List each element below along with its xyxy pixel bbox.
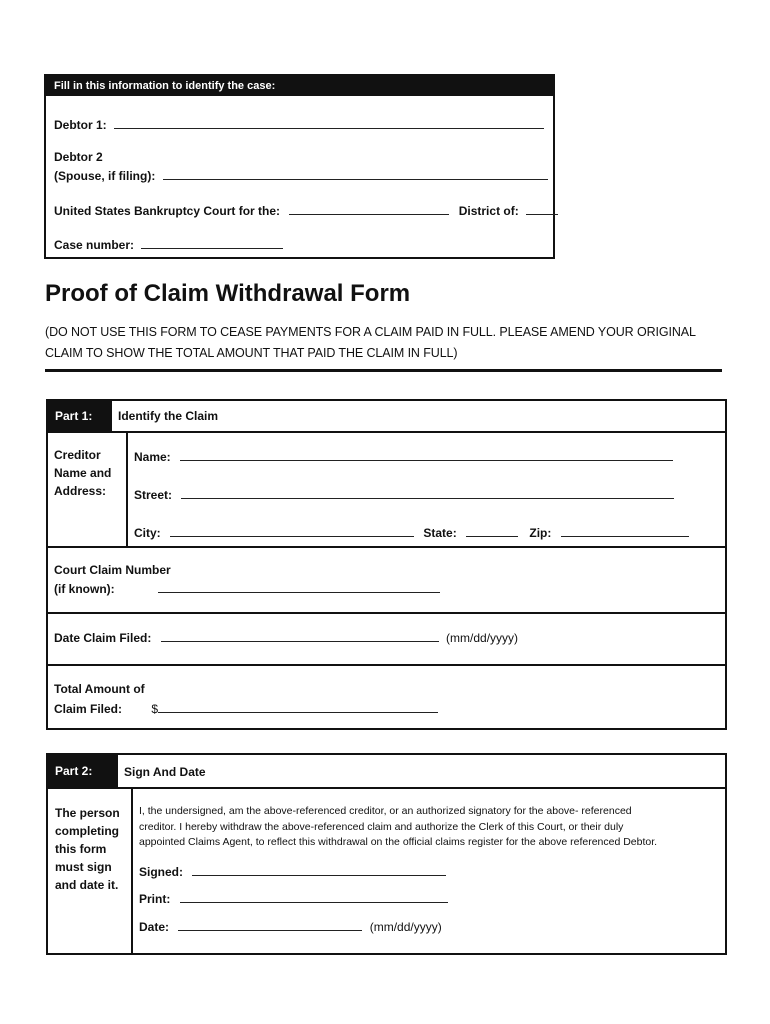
creditor-name-field[interactable]	[180, 449, 673, 461]
title-divider	[45, 369, 722, 372]
creditor-city-row	[134, 525, 689, 540]
court-claim-field[interactable]	[158, 581, 440, 593]
part1-divider	[48, 664, 725, 666]
creditor-street-label: Street:	[134, 488, 173, 502]
part2-column-divider	[131, 788, 133, 953]
signed-label: Signed:	[139, 865, 183, 879]
print-name-field[interactable]	[180, 891, 448, 903]
creditor-street-row	[134, 487, 674, 502]
part1-divider	[48, 546, 725, 548]
court-row	[54, 203, 558, 218]
date-filed-field[interactable]	[161, 630, 439, 642]
date-filed-format: (mm/dd/yyyy)	[446, 631, 519, 645]
signed-row	[139, 864, 446, 879]
page-subtitle: (DO NOT USE THIS FORM TO CEASE PAYMENTS FOR A CLAIM PAID IN FULL. PLEASE AMEND YOUR ORIGINAL CLAIM TO SHOW THE TOTAL AMOUNT THAT PAID THE CLAIM IN FULL)	[45, 325, 696, 360]
date-format: (mm/dd/yyyy)	[369, 920, 442, 934]
creditor-state-label: State:	[423, 526, 457, 540]
date-filed-row	[54, 630, 518, 645]
creditor-label	[54, 446, 111, 500]
part2-tag: Part 2:	[48, 755, 118, 788]
debtor2-row	[54, 168, 548, 183]
part2-heading: Sign And Date	[124, 765, 206, 779]
creditor-city-field[interactable]	[170, 525, 414, 537]
signature-field[interactable]	[192, 864, 446, 876]
date-row	[139, 919, 442, 934]
debtor1-label: Debtor 1:	[54, 118, 107, 132]
court-claim-sub-label: (if known):	[54, 582, 115, 596]
withdrawal-statement	[139, 804, 721, 851]
date-filed-label: Date Claim Filed:	[54, 631, 152, 645]
statement-line: creditor. I hereby withdraw the above-referenced claim and authorize the Clerk of this Court, or their duly	[139, 820, 624, 833]
court-claim-row	[54, 581, 440, 596]
dollar-sign: $	[151, 702, 159, 716]
part2-box	[46, 753, 727, 955]
court-field[interactable]	[289, 203, 449, 215]
court-claim-label: Court Claim Number	[54, 563, 171, 577]
claim-filed-label: Claim Filed:	[54, 702, 123, 716]
print-row	[139, 891, 448, 906]
debtor2-sub-label: (Spouse, if filing):	[54, 169, 156, 183]
case-info-box	[44, 74, 555, 259]
creditor-zip-field[interactable]	[561, 525, 689, 537]
case-number-field[interactable]	[141, 237, 283, 249]
district-label: District of:	[458, 204, 519, 218]
total-amount-label: Total Amount of	[54, 682, 145, 696]
date-field[interactable]	[178, 919, 362, 931]
date-label: Date:	[139, 920, 170, 934]
signer-instruction-line: completing	[55, 824, 120, 838]
total-amount-row	[54, 701, 438, 716]
signer-instruction-line: must sign	[55, 860, 112, 874]
part2-header-divider	[48, 787, 725, 789]
debtor1-field[interactable]	[114, 117, 544, 129]
page-title: Proof of Claim Withdrawal Form	[45, 280, 411, 307]
debtor2-field[interactable]	[163, 168, 548, 180]
creditor-label-line: Name and	[54, 466, 112, 480]
print-label: Print:	[139, 892, 171, 906]
part1-header-divider	[48, 431, 725, 433]
signer-instruction	[55, 804, 120, 894]
case-number-row	[54, 237, 283, 252]
signer-instruction-line: this form	[55, 842, 107, 856]
debtor2-label: Debtor 2	[54, 150, 103, 164]
district-field[interactable]	[526, 203, 558, 215]
signer-instruction-line: and date it.	[55, 878, 119, 892]
part1-tag: Part 1:	[48, 401, 112, 432]
creditor-zip-label: Zip:	[529, 526, 552, 540]
part1-box	[46, 399, 727, 730]
total-amount-field[interactable]	[158, 701, 438, 713]
signer-instruction-line: The person	[55, 806, 120, 820]
creditor-name-row	[134, 449, 673, 464]
creditor-label-line: Address:	[54, 484, 107, 498]
creditor-street-field[interactable]	[181, 487, 674, 499]
court-label: United States Bankruptcy Court for the:	[54, 204, 281, 218]
statement-line: appointed Claims Agent, to reflect this withdrawal on the official claims register for the above referenced Debtor.	[139, 836, 658, 848]
creditor-label-line: Creditor	[54, 448, 101, 462]
creditor-city-label: City:	[134, 526, 161, 540]
case-info-header: Fill in this information to identify the case:	[46, 76, 553, 96]
creditor-name-label: Name:	[134, 450, 171, 464]
debtor1-row	[54, 117, 544, 132]
part1-divider	[48, 612, 725, 614]
case-number-label: Case number:	[54, 238, 135, 252]
part1-heading: Identify the Claim	[118, 409, 219, 423]
creditor-column-divider	[126, 432, 128, 546]
statement-line: I, the undersigned, am the above-referenced creditor, or an authorized signatory for the above- referenced	[139, 805, 632, 817]
creditor-state-field[interactable]	[466, 525, 518, 537]
